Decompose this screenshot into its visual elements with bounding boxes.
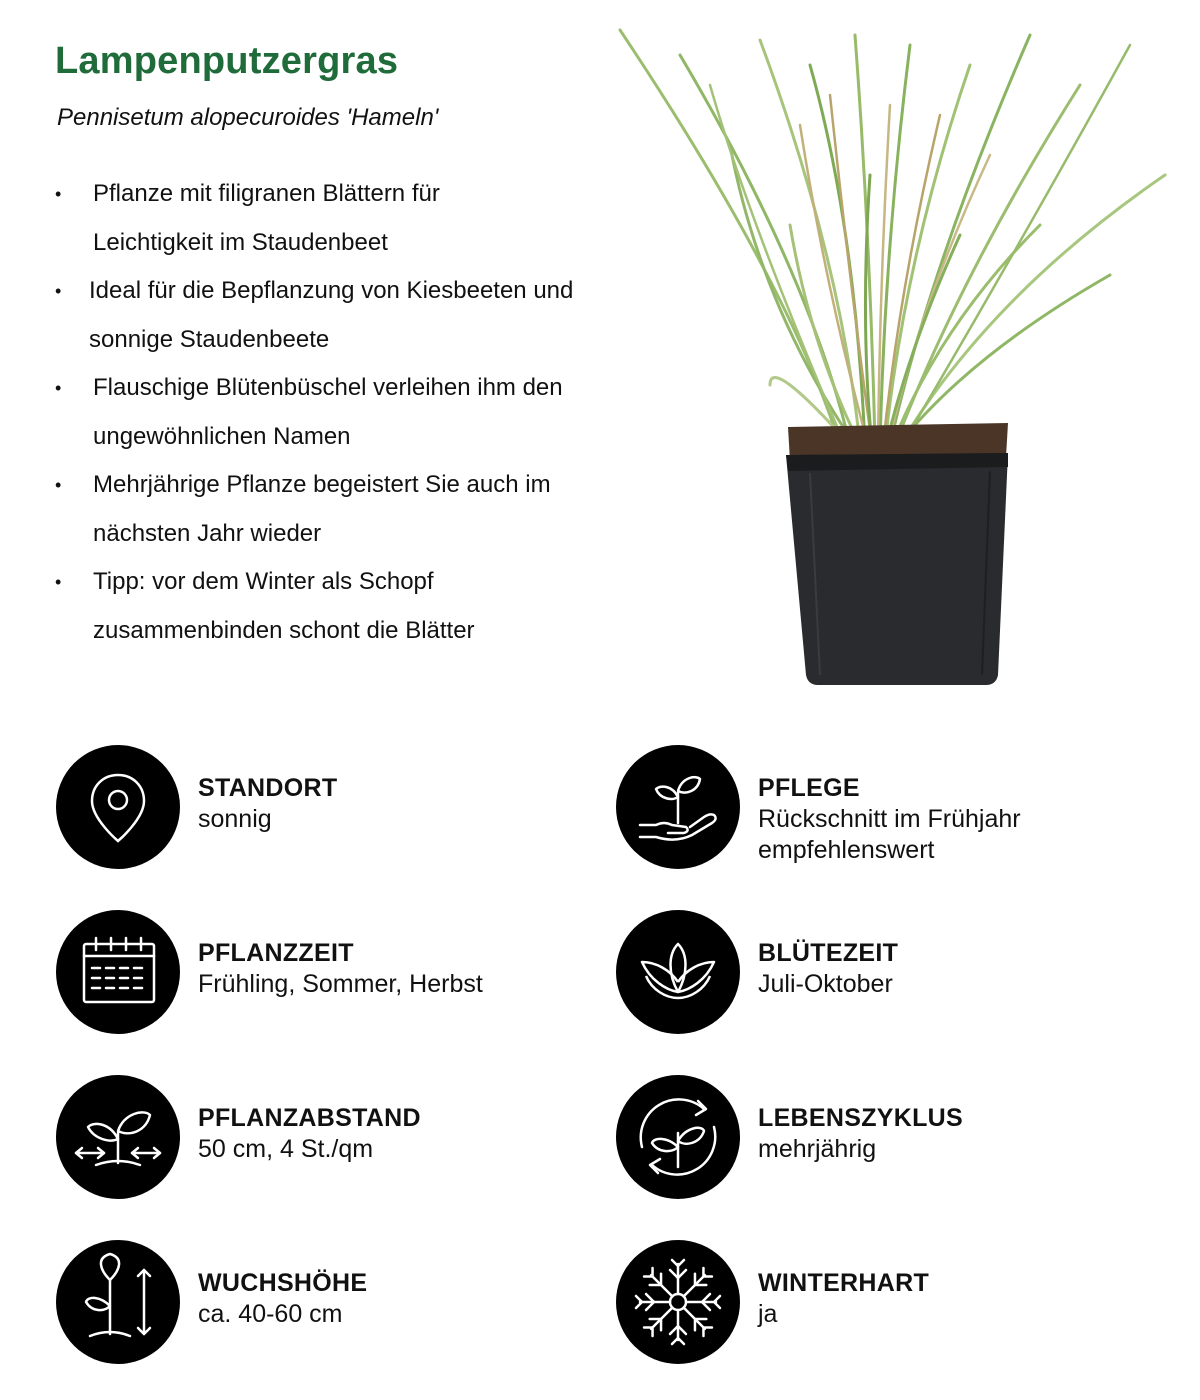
feature-text	[198, 938, 483, 1000]
feature-standort	[56, 745, 576, 875]
feature-label: PFLANZZEIT	[198, 939, 354, 967]
grass-in-pot-illustration	[610, 25, 1180, 695]
feature-label: LEBENSZYKLUS	[758, 1104, 964, 1132]
feature-wuchshoehe	[56, 1240, 576, 1370]
feature-value: Rückschnitt im Frühjahr empfehlenswert	[758, 805, 1021, 864]
feature-text	[758, 938, 898, 1000]
product-title: Lampenputzergras	[55, 40, 399, 82]
feature-label: PFLANZABSTAND	[198, 1104, 421, 1132]
feature-label: WINTERHART	[758, 1269, 930, 1297]
bullet-text: Ideal für die Bepflanzung von Kiesbeeten und sonnige Staudenbeete	[89, 277, 574, 353]
feature-label: STANDORT	[198, 774, 338, 802]
lotus-flower-icon	[616, 910, 740, 1034]
feature-pflege	[616, 745, 1136, 875]
feature-text	[758, 773, 1021, 866]
feature-value: ja	[758, 1300, 778, 1328]
location-pin-icon	[56, 745, 180, 869]
bullet-dot: •	[55, 281, 62, 301]
feature-pflanzabstand	[56, 1075, 576, 1205]
feature-text	[198, 773, 337, 835]
feature-text	[198, 1103, 421, 1165]
feature-label: WUCHSHÖHE	[198, 1269, 368, 1297]
feature-lebenszyklus	[616, 1075, 1136, 1205]
feature-value: Juli-Oktober	[758, 970, 893, 998]
bullet-text: Tipp: vor dem Winter als Schopf zusammenbinden schont die Blätter	[93, 568, 475, 644]
feature-text	[198, 1268, 367, 1330]
feature-text	[758, 1268, 929, 1330]
feature-value: 50 cm, 4 St./qm	[198, 1135, 374, 1163]
bullet-dot: •	[55, 572, 62, 592]
feature-value: ca. 40-60 cm	[198, 1300, 343, 1328]
bullet-text: Pflanze mit filigranen Blättern für Leichtigkeit im Staudenbeet	[93, 180, 440, 256]
list-item	[55, 558, 595, 655]
feature-value: mehrjährig	[758, 1135, 877, 1163]
feature-bluetezeit	[616, 910, 1136, 1040]
feature-text	[758, 1103, 963, 1165]
list-item	[55, 461, 595, 558]
bullet-text: Flauschige Blütenbüschel verleihen ihm den ungewöhnlichen Namen	[93, 374, 563, 450]
feature-value: sonnig	[198, 805, 272, 833]
product-image	[610, 25, 1180, 695]
bullet-dot: •	[55, 378, 62, 398]
hand-seedling-icon	[616, 745, 740, 869]
plant-spacing-icon	[56, 1075, 180, 1199]
bullet-dot: •	[55, 475, 62, 495]
list-item	[55, 364, 595, 461]
plant-cycle-icon	[616, 1075, 740, 1199]
calendar-icon	[56, 910, 180, 1034]
feature-value: Frühling, Sommer, Herbst	[198, 970, 483, 998]
feature-bullet-list	[55, 170, 595, 655]
feature-label: PFLEGE	[758, 774, 860, 802]
feature-winterhart	[616, 1240, 1136, 1370]
botanical-name: Pennisetum alopecuroides 'Hameln'	[57, 104, 439, 131]
list-item	[55, 170, 595, 267]
bullet-dot: •	[55, 184, 62, 204]
feature-label: BLÜTEZEIT	[758, 939, 899, 967]
feature-pflanzzeit	[56, 910, 576, 1040]
plant-height-icon	[56, 1240, 180, 1364]
list-item	[55, 267, 595, 364]
bullet-text: Mehrjährige Pflanze begeistert Sie auch im nächsten Jahr wieder	[93, 471, 551, 547]
snowflake-icon	[616, 1240, 740, 1364]
